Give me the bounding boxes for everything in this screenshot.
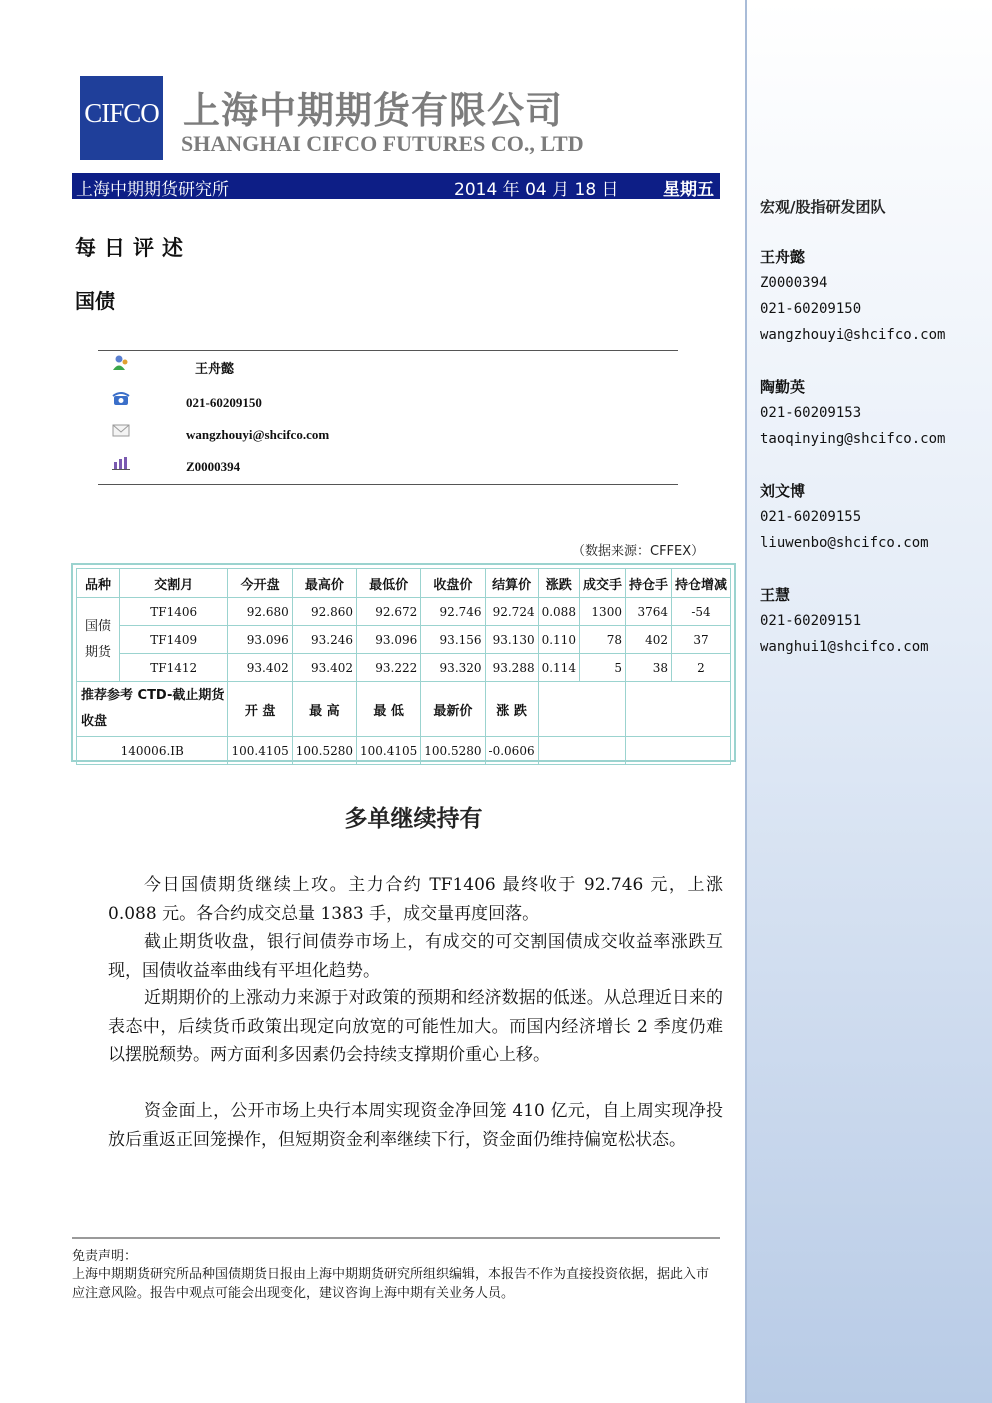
header-cell: 结算价 <box>485 569 538 598</box>
table-row <box>77 654 731 682</box>
table-cell: 0.110 <box>538 626 579 654</box>
author-name: 王舟懿 <box>195 361 235 376</box>
header-cell: 交割月 <box>120 569 228 598</box>
table-cell: 100.4105 <box>357 737 421 765</box>
ctd-label: 推荐参考 CTD-截止期货收盘 <box>77 682 228 737</box>
table-cell: 78 <box>579 626 625 654</box>
disclaimer-body: 上海中期期货研究所品种国债期货日报由上海中期期货研究所组织编辑，本报告不作为直接投资依据，据此入市应注意风险。报告中观点可能会出现变化，建议咨询上海中期有关业务人员。 <box>72 1267 710 1301</box>
report-weekday: 星期五 <box>663 180 714 200</box>
member-name: 王慧 <box>760 586 791 604</box>
member-name: 刘文博 <box>760 482 806 500</box>
article-title: 多单继续持有 <box>344 806 483 832</box>
company-name-cn: 上海中期期货有限公司 <box>183 89 563 132</box>
author-contact <box>98 350 678 485</box>
header-cell: 最高价 <box>292 569 356 598</box>
header-cell: 持仓增减 <box>671 569 730 598</box>
empty-cell <box>625 682 730 737</box>
market-table <box>71 563 736 762</box>
table-cell: 1300 <box>579 598 625 626</box>
table-cell: -54 <box>671 598 730 626</box>
member-phone: 021-60209150 <box>760 301 862 317</box>
header-cell: 持仓手 <box>625 569 671 598</box>
table-cell: 92.746 <box>421 598 485 626</box>
header-cell: 最低价 <box>357 569 421 598</box>
member-phone: 021-60209153 <box>760 405 862 421</box>
table-cell: 92.724 <box>485 598 538 626</box>
ctd-row <box>77 737 731 765</box>
header-cell: 成交手 <box>579 569 625 598</box>
article-paragraph: 截止期货收盘，银行间债券市场上，有成交的可交割国债成交收益率涨跌互现，国债收益率曲线有平坦化趋势。 <box>108 932 723 981</box>
data-source: （数据来源：CFFEX） <box>572 544 705 559</box>
member-email[interactable]: taoqinying@shcifco.com <box>760 431 946 447</box>
header-cell: 收盘价 <box>421 569 485 598</box>
table-cell: 93.222 <box>357 654 421 682</box>
table-cell: TF1409 <box>120 626 228 654</box>
section-heading: 每日评述 <box>75 235 191 260</box>
ctd-header-row <box>77 682 731 737</box>
table-cell: 0.114 <box>538 654 579 682</box>
member-phone: 021-60209155 <box>760 509 862 525</box>
logo-mark: CIFCO <box>84 98 159 128</box>
table-cell: 0.088 <box>538 598 579 626</box>
header-banner <box>72 173 720 199</box>
article-paragraph: 近期期价的上涨动力来源于对政策的预期和经济数据的低迷。从总理近日来的表态中，后续货币政策出现定向放宽的可能性加大。而国内经济增长 2 季度仍难以摆脱颓势。两方面利多因素仍会持续支撑期价重心上移。 <box>108 988 723 1065</box>
ctd-header-cell: 最 高 <box>292 682 356 737</box>
article-paragraph: 今日国债期货继续上攻。主力合约 TF1406 最终收于 92.746 元，上涨 0.088 元。各合约成交总量 1383 手，成交量再度回落。 <box>108 875 723 924</box>
table-cell: 2 <box>671 654 730 682</box>
company-logo <box>80 76 163 160</box>
member-email[interactable]: liuwenbo@shcifco.com <box>760 535 929 551</box>
table-cell: 92.680 <box>228 598 292 626</box>
category-heading: 国债 <box>75 289 115 313</box>
email-icon <box>112 423 130 438</box>
table-cell: 100.5280 <box>292 737 356 765</box>
header-cell: 涨跌 <box>538 569 579 598</box>
table-cell: TF1406 <box>120 598 228 626</box>
team-title: 宏观/股指研发团队 <box>760 198 886 216</box>
empty-cell <box>538 737 625 765</box>
member-name: 王舟懿 <box>760 248 806 266</box>
table-cell: 402 <box>625 626 671 654</box>
disclaimer-divider <box>72 1237 720 1239</box>
table-header-row <box>77 569 731 598</box>
ctd-header-cell: 最 低 <box>357 682 421 737</box>
table-cell: 92.672 <box>357 598 421 626</box>
table-cell: 100.4105 <box>228 737 292 765</box>
report-date: 2014 年 04 月 18 日 <box>454 180 619 200</box>
table-cell: 93.288 <box>485 654 538 682</box>
table-cell: 92.860 <box>292 598 356 626</box>
header-cell: 品种 <box>77 569 120 598</box>
company-name-en: SHANGHAI CIFCO FUTURES CO., LTD <box>181 131 584 156</box>
table-cell: TF1412 <box>120 654 228 682</box>
table-cell: 93.246 <box>292 626 356 654</box>
table-cell: 93.402 <box>228 654 292 682</box>
member-card <box>760 582 929 660</box>
table-cell: 93.096 <box>228 626 292 654</box>
table-row <box>77 598 731 626</box>
article-paragraph: 资金面上，公开市场上央行本周实现资金净回笼 410 亿元，自上周实现净投放后重返正回笼操作，但短期资金利率继续下行，资金面仍维持偏宽松状态。 <box>108 1101 723 1150</box>
ctd-header-cell: 涨 跌 <box>485 682 538 737</box>
person-icon <box>112 355 130 370</box>
table-cell: 100.5280 <box>421 737 485 765</box>
member-card <box>760 244 945 348</box>
member-card <box>760 478 929 556</box>
sidebar-contacts <box>745 0 992 1403</box>
member-name: 陶勤英 <box>760 378 806 396</box>
group-cell: 国债期货 <box>77 598 120 682</box>
institute-name: 上海中期期货研究所 <box>76 180 229 200</box>
table-cell: 93.130 <box>485 626 538 654</box>
author-license: Z0000394 <box>186 459 241 474</box>
table-cell: 38 <box>625 654 671 682</box>
table-cell: 3764 <box>625 598 671 626</box>
member-license: Z0000394 <box>760 275 828 291</box>
table-row <box>77 626 731 654</box>
phone-icon <box>112 391 130 406</box>
author-phone: 021-60209150 <box>186 395 262 410</box>
chart-icon <box>112 455 130 470</box>
empty-cell <box>538 682 625 737</box>
author-email[interactable]: wangzhouyi@shcifco.com <box>186 427 330 442</box>
member-email[interactable]: wangzhouyi@shcifco.com <box>760 327 946 343</box>
ctd-header-cell: 开 盘 <box>228 682 292 737</box>
ctd-header-cell: 最新价 <box>421 682 485 737</box>
table-cell: 5 <box>579 654 625 682</box>
table-cell: 93.320 <box>421 654 485 682</box>
empty-cell <box>625 737 730 765</box>
member-card <box>760 374 945 452</box>
table-cell: 93.096 <box>357 626 421 654</box>
table-cell: -0.0606 <box>485 737 538 765</box>
member-phone: 021-60209151 <box>760 613 862 629</box>
header-cell: 今开盘 <box>228 569 292 598</box>
table-cell: 93.402 <box>292 654 356 682</box>
disclaimer-title: 免责声明： <box>72 1249 138 1264</box>
table-cell: 37 <box>671 626 730 654</box>
table-cell: 93.156 <box>421 626 485 654</box>
member-email[interactable]: wanghui1@shcifco.com <box>760 639 929 655</box>
table-cell: 140006.IB <box>77 737 228 765</box>
